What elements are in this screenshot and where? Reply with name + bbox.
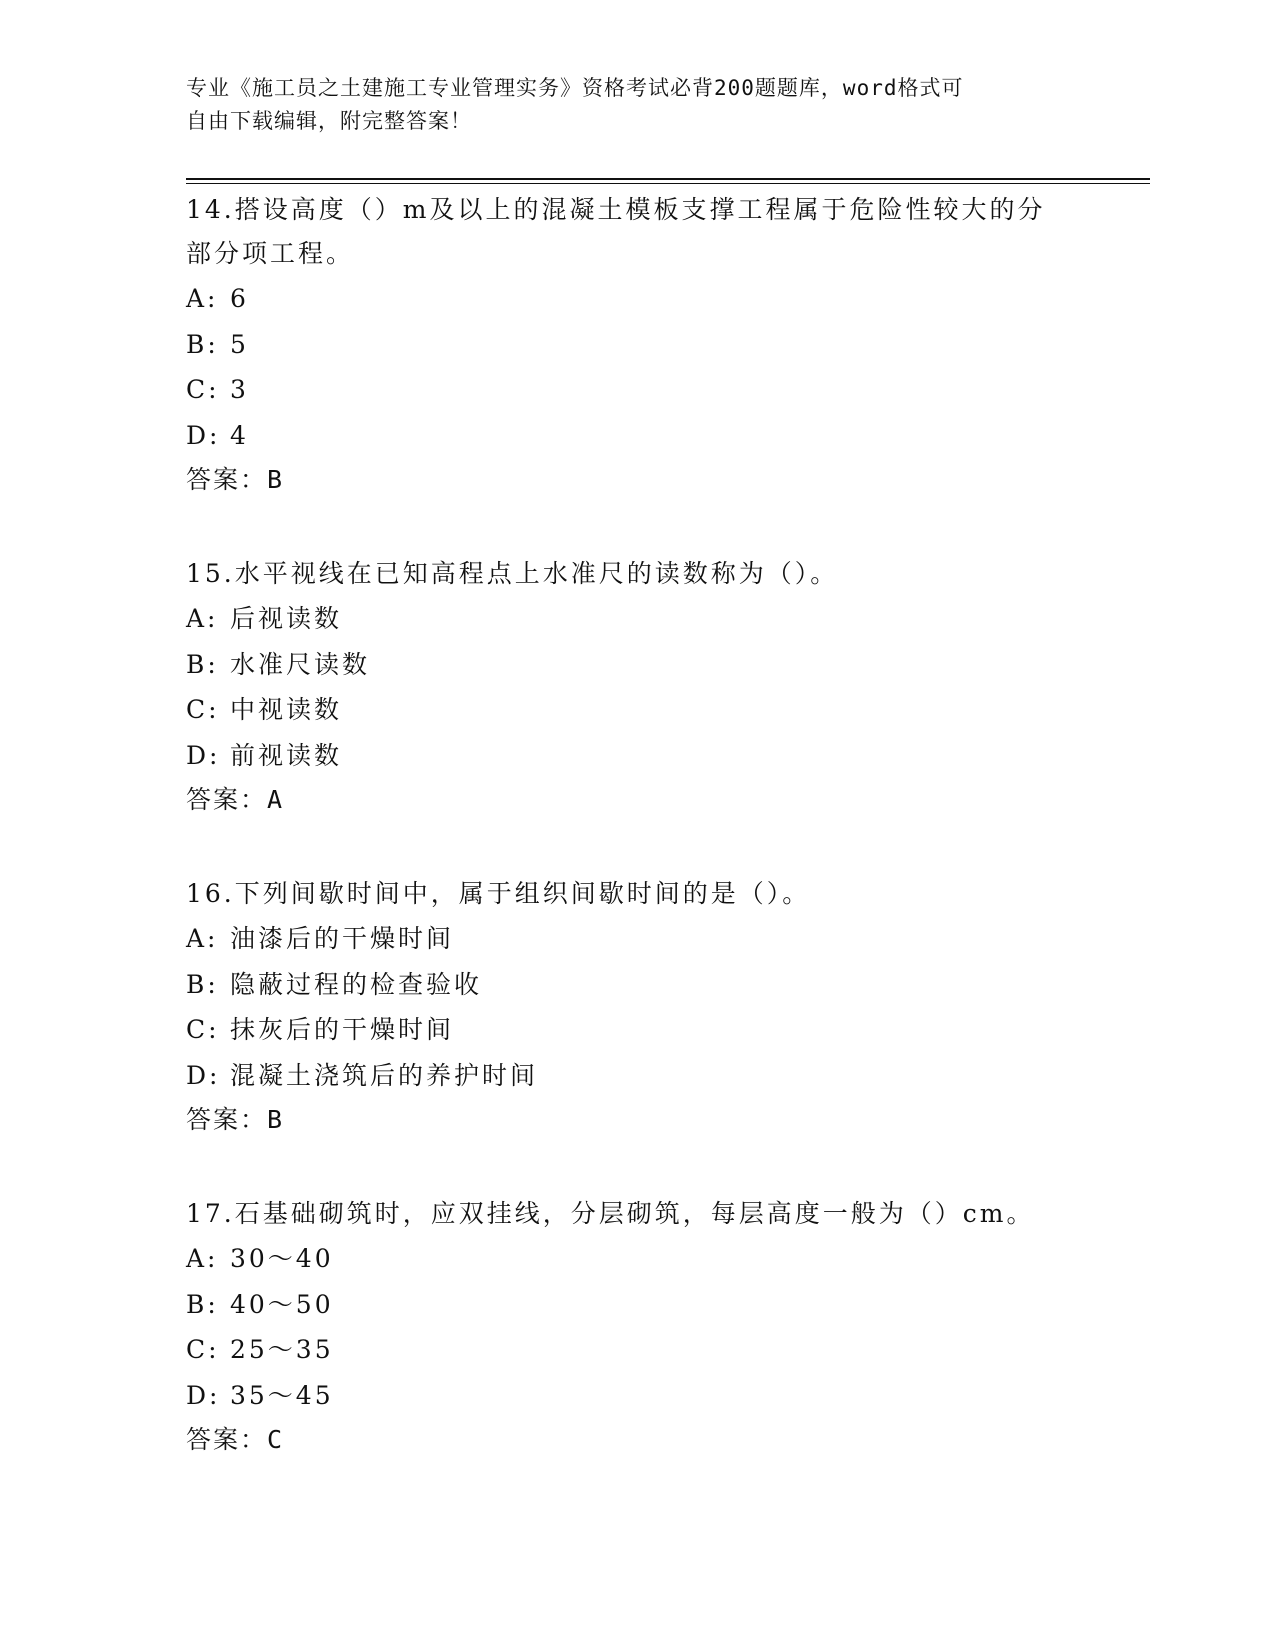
option-a [186,1236,1086,1282]
option-key: C: [186,1015,220,1044]
option-text: 40～50 [230,1289,334,1319]
option-c [186,1327,1086,1373]
question-text [186,552,1086,596]
option-text: 6 [230,284,249,313]
option-a [186,916,1086,962]
option-key: B: [186,1289,219,1319]
option-key: D: [186,1380,221,1410]
option-a [186,596,1086,642]
question-text-line-1: 搭设高度（）m及以上的混凝土模板支撑工程属于危险性较大的分 [234,195,1046,224]
answer-line: 答案：C [186,1425,285,1454]
question-text-line-1: 下列间歇时间中，属于组织间歇时间的是（）。 [234,879,811,908]
option-text: 25～35 [230,1335,334,1364]
option-d [186,413,1086,459]
option-text: 抹灰后的干燥时间 [230,1015,455,1044]
option-key: A: [186,924,219,953]
option-a [186,276,1086,322]
option-c [186,367,1086,413]
option-text: 4 [230,420,249,450]
option-key: B: [186,329,219,359]
question-text-line-1: 水平视线在已知高程点上水准尺的读数称为（）。 [234,559,839,588]
option-b [186,642,1086,688]
question-text [186,188,1086,232]
header-divider [186,178,1150,180]
option-d [186,733,1086,779]
option-b [186,322,1086,368]
option-key: C: [186,695,220,724]
question-number: 16. [186,879,235,908]
question-block [186,1192,1086,1462]
option-key: C: [186,1335,220,1364]
option-c [186,687,1086,733]
option-text: 后视读数 [230,604,343,633]
option-key: D: [186,420,221,450]
answer-line: 答案：B [186,465,285,494]
option-text: 油漆后的干燥时间 [230,924,455,953]
header-line-1: 专业《施工员之土建施工专业管理实务》资格考试必背200题题库，word格式可 [186,76,964,100]
option-key: A: [186,1244,219,1273]
option-text: 前视读数 [230,740,343,770]
option-d [186,1373,1086,1419]
option-key: B: [186,969,219,999]
answer-line: 答案：B [186,1105,285,1134]
option-key: A: [186,604,219,633]
question-block [186,188,1086,502]
option-b [186,1282,1086,1328]
option-text: 中视读数 [230,695,343,724]
option-text: 隐蔽过程的检查验收 [230,969,483,999]
option-c [186,1007,1086,1053]
question-number: 17. [186,1199,235,1228]
option-text: 水准尺读数 [230,649,371,679]
question-block [186,552,1086,822]
option-d [186,1053,1086,1099]
option-text: 5 [230,329,249,359]
option-key: B: [186,649,219,679]
option-text: 混凝土浇筑后的养护时间 [230,1060,539,1090]
option-b [186,962,1086,1008]
option-key: D: [186,740,221,770]
option-key: C: [186,375,220,404]
question-number: 15. [186,559,235,588]
answer-line: 答案：A [186,785,285,814]
question-block [186,872,1086,1142]
header-divider-thin [186,183,1150,184]
question-text [186,1192,1086,1236]
question-text-line-1: 石基础砌筑时，应双挂线，分层砌筑，每层高度一般为（）cm。 [234,1199,1035,1228]
document-header [186,72,1066,138]
option-text: 35～45 [230,1380,334,1410]
question-number: 14. [186,195,235,224]
option-key: A: [186,284,219,313]
header-line-2: 自由下载编辑，附完整答案！ [186,109,472,133]
option-text: 30～40 [230,1244,334,1273]
option-text: 3 [230,375,249,404]
option-key: D: [186,1060,221,1090]
question-text-line-2: 部分项工程。 [186,239,355,268]
question-text [186,872,1086,916]
